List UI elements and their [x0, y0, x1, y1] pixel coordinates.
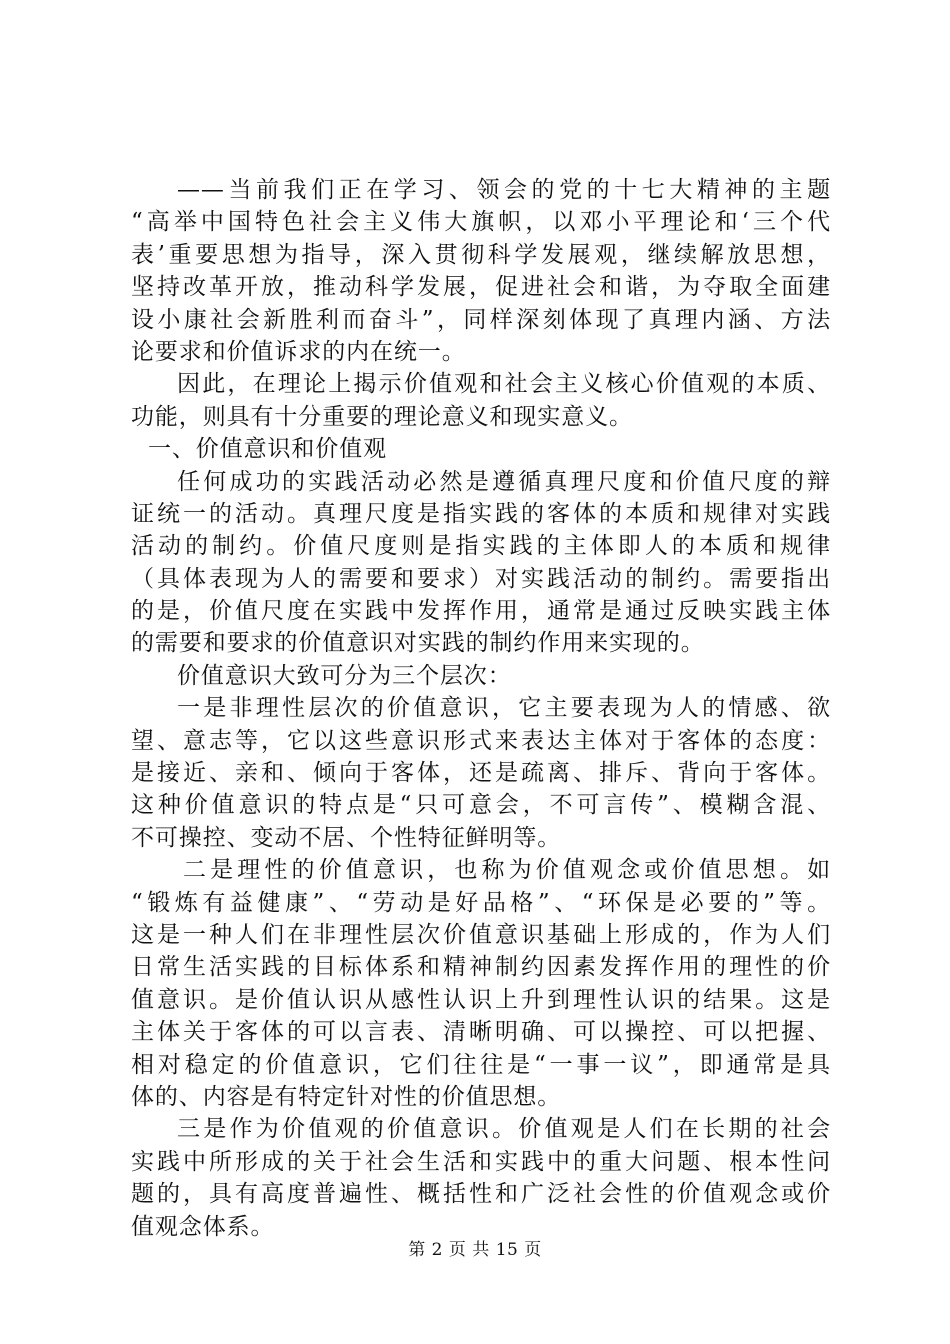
text-line: （具体表现为人的需要和要求）对实践活动的制约。需要指出	[131, 565, 831, 592]
text-line: 日常生活实践的目标体系和精神制约因素发挥作用的理性的价	[131, 954, 831, 981]
text-line: 体的、内容是有特定针对性的价值思想。	[131, 1083, 562, 1110]
text-line: 活动的制约。价值尺度则是指实践的主体即人的本质和规律	[131, 533, 831, 560]
text-line: 是接近、亲和、倾向于客体，还是疏离、排斥、背向于客体。	[131, 760, 831, 787]
text-line: 值意识。是价值认识从感性认识上升到理性认识的结果。这是	[131, 986, 831, 1013]
text-line: 相对稳定的价值意识，它们往往是“一事一议”，即通常是具	[131, 1051, 831, 1078]
text-line: 实践中所形成的关于社会生活和实践中的重大问题、根本性问	[131, 1148, 831, 1175]
text-line: 价值意识大致可分为三个层次：	[177, 662, 512, 689]
text-line: 的需要和要求的价值意识对实践的制约作用来实现的。	[131, 630, 705, 657]
text-line: 证统一的活动。真理尺度是指实践的客体的本质和规律对实践	[131, 500, 831, 527]
page-footer: 第 2 页 共 15 页	[408, 1240, 542, 1260]
text-line: 主体关于客体的可以言表、清晰明确、可以操控、可以把握、	[131, 1019, 831, 1046]
text-line: 功能，则具有十分重要的理论意义和现实意义。	[131, 403, 633, 430]
text-line: 因此，在理论上揭示价值观和社会主义核心价值观的本质、	[177, 371, 831, 398]
text-line: 这种价值意识的特点是“只可意会，不可言传”、模糊含混、	[131, 792, 831, 819]
text-line: 任何成功的实践活动必然是遵循真理尺度和价值尺度的辩	[177, 468, 831, 495]
document-body	[131, 174, 831, 1243]
text-line: 不可操控、变动不居、个性特征鲜明等。	[131, 824, 562, 851]
text-line: 论要求和价值诉求的内在统一。	[131, 338, 466, 365]
text-line: 一是非理性层次的价值意识，它主要表现为人的情感、欲	[177, 695, 831, 722]
text-line: “锻炼有益健康”、“劳动是好品格”、“环保是必要的”等。	[131, 889, 831, 916]
text-line: ——当前我们正在学习、领会的党的十七大精神的主题	[177, 177, 831, 203]
text-line: 坚持改革开放，推动科学发展，促进社会和谐，为夺取全面建	[131, 274, 831, 301]
text-line: 一、价值意识和价值观	[148, 436, 387, 463]
text-line: 望、意志等，它以这些意识形式来表达主体对于客体的态度：	[131, 727, 831, 754]
text-line: 三是作为价值观的价值意识。价值观是人们在长期的社会	[177, 1116, 831, 1143]
text-line: 值观念体系。	[131, 1213, 275, 1240]
text-line: “高举中国特色社会主义伟大旗帜，以邓小平理论和‘三个代	[131, 209, 831, 236]
text-line: 的是，价值尺度在实践中发挥作用，通常是通过反映实践主体	[131, 598, 831, 625]
text-line: 表’重要思想为指导，深入贯彻科学发展观，继续解放思想，	[131, 241, 831, 268]
text-line: 这是一种人们在非理性层次价值意识基础上形成的，作为人们	[131, 921, 831, 948]
text-line: 设小康社会新胜利而奋斗”，同样深刻体现了真理内涵、方法	[131, 306, 831, 333]
text-line: 题的，具有高度普遍性、概括性和广泛社会性的价值观念或价	[131, 1181, 831, 1208]
text-line: 二是理性的价值意识，也称为价值观念或价值思想。如	[183, 857, 831, 884]
